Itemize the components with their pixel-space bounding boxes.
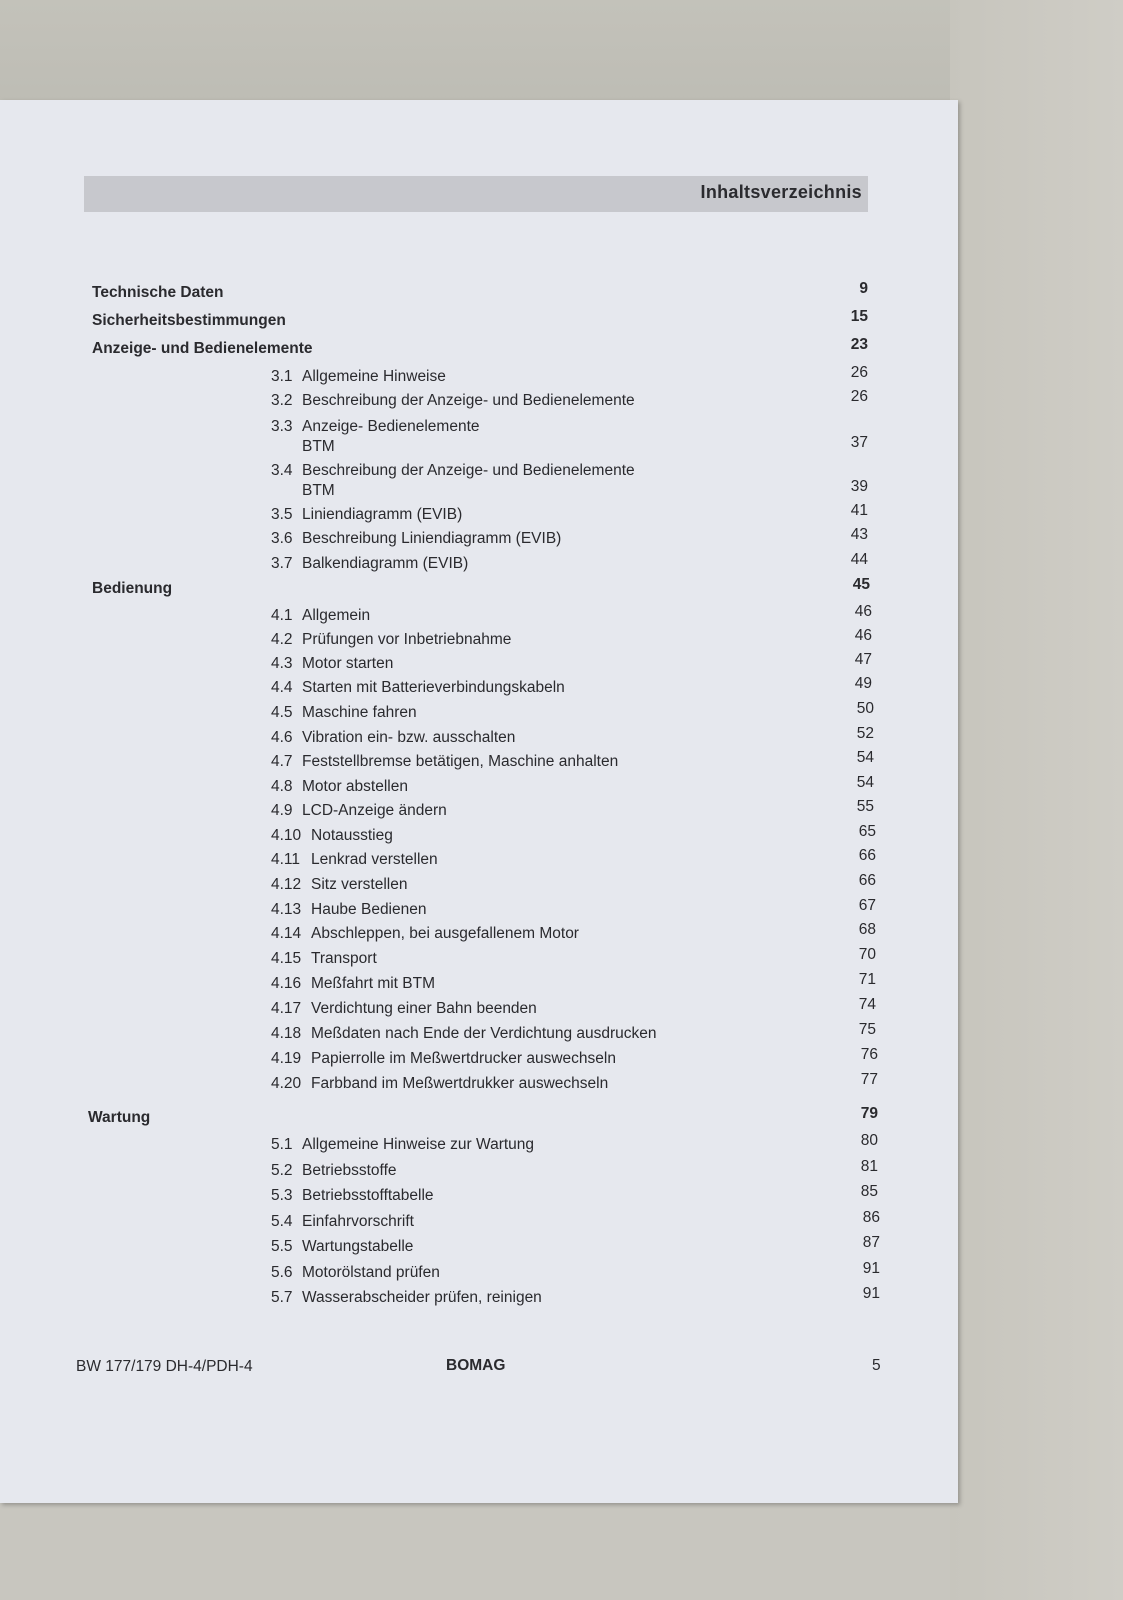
background-surface-right xyxy=(950,0,1123,1600)
footer-brand: BOMAG xyxy=(446,1357,506,1374)
page-title: Inhaltsverzeichnis xyxy=(700,182,862,202)
section-title: Liniendiagramm (EVIB) xyxy=(302,506,463,523)
section-page: 91 xyxy=(862,1260,880,1277)
section-title: Betriebsstofftabelle xyxy=(302,1187,434,1204)
section-title: LCD-Anzeige ändern xyxy=(302,802,447,819)
section-title: Sitz verstellen xyxy=(311,876,408,893)
section-title: Papierrolle im Meßwertdrucker auswechseln xyxy=(311,1050,616,1067)
section-title-continuation: BTM xyxy=(302,482,335,499)
section-page: 50 xyxy=(856,700,874,717)
section-page: 77 xyxy=(860,1071,878,1088)
section-number: 3.4 xyxy=(271,462,293,479)
section-page: 46 xyxy=(854,627,872,644)
section-title: Einfahrvorschrift xyxy=(302,1213,414,1230)
section-number: 4.6 xyxy=(271,729,293,746)
section-number: 4.5 xyxy=(271,704,293,721)
section-title: Abschleppen, bei ausgefallenem Motor xyxy=(311,925,579,942)
chapter-title: Anzeige- und Bedienelemente xyxy=(92,340,313,357)
section-number: 5.3 xyxy=(271,1187,293,1204)
chapter-page: 9 xyxy=(859,280,868,297)
section-page: 44 xyxy=(850,551,868,568)
chapter-page: 45 xyxy=(852,576,870,593)
section-number: 4.18 xyxy=(271,1025,302,1042)
section-number: 4.14 xyxy=(271,925,302,942)
chapter-title: Technische Daten xyxy=(92,284,224,301)
section-number: 5.5 xyxy=(271,1238,293,1255)
section-number: 3.7 xyxy=(271,555,293,572)
section-number: 3.3 xyxy=(271,418,293,435)
section-page: 43 xyxy=(850,526,868,543)
section-number: 5.4 xyxy=(271,1213,293,1230)
section-title: Haube Bedienen xyxy=(311,901,427,918)
section-title: Motor starten xyxy=(302,655,394,672)
section-page: 49 xyxy=(854,675,872,692)
section-title: Vibration ein- bzw. ausschalten xyxy=(302,729,516,746)
section-title: Notausstieg xyxy=(311,827,393,844)
section-title: Maschine fahren xyxy=(302,704,417,721)
section-page: 87 xyxy=(862,1234,880,1251)
section-number: 3.1 xyxy=(271,368,293,385)
section-number: 4.8 xyxy=(271,778,293,795)
chapter-title: Sicherheitsbestimmungen xyxy=(92,312,286,329)
document-page xyxy=(0,100,958,1503)
section-number: 3.2 xyxy=(271,392,293,409)
footer-model: BW 177/179 DH-4/PDH-4 xyxy=(76,1358,253,1375)
section-page: 52 xyxy=(856,725,874,742)
section-number: 4.15 xyxy=(271,950,302,967)
section-title: Allgemeine Hinweise xyxy=(302,368,446,385)
section-number: 3.5 xyxy=(271,506,293,523)
footer-page-number: 5 xyxy=(872,1357,881,1374)
section-page: 54 xyxy=(856,749,874,766)
section-number: 4.12 xyxy=(271,876,302,893)
section-page: 75 xyxy=(858,1021,876,1038)
section-page: 26 xyxy=(850,388,868,405)
section-page: 68 xyxy=(858,921,876,938)
section-page: 47 xyxy=(854,651,872,668)
section-number: 4.2 xyxy=(271,631,293,648)
section-page: 66 xyxy=(858,847,876,864)
section-number: 5.7 xyxy=(271,1289,293,1306)
section-page: 54 xyxy=(856,774,874,791)
section-title: Wasserabscheider prüfen, reinigen xyxy=(302,1289,542,1306)
section-title: Balkendiagramm (EVIB) xyxy=(302,555,469,572)
chapter-page: 15 xyxy=(850,308,868,325)
section-page: 86 xyxy=(862,1209,880,1226)
section-number: 5.2 xyxy=(271,1162,293,1179)
section-number: 4.4 xyxy=(271,679,293,696)
section-page: 26 xyxy=(850,364,868,381)
section-page: 80 xyxy=(860,1132,878,1149)
section-number: 4.11 xyxy=(271,851,301,868)
section-title: Betriebsstoffe xyxy=(302,1162,397,1179)
section-title: Farbband im Meßwertdrukker auswechseln xyxy=(311,1075,609,1092)
chapter-page: 79 xyxy=(860,1105,878,1122)
section-number: 4.13 xyxy=(271,901,302,918)
chapter-page: 23 xyxy=(850,336,868,353)
section-title: Beschreibung der Anzeige- und Bedienelemente xyxy=(302,462,635,479)
section-page: 46 xyxy=(854,603,872,620)
section-number: 4.10 xyxy=(271,827,302,844)
section-title: Allgemeine Hinweise zur Wartung xyxy=(302,1136,535,1153)
section-page: 76 xyxy=(860,1046,878,1063)
section-number: 4.17 xyxy=(271,1000,302,1017)
section-page: 37 xyxy=(850,434,868,451)
section-number: 5.1 xyxy=(271,1136,293,1153)
section-page: 39 xyxy=(850,478,868,495)
section-title: Meßdaten nach Ende der Verdichtung ausdrucken xyxy=(311,1025,657,1042)
section-page: 65 xyxy=(858,823,876,840)
section-title: Meßfahrt mit BTM xyxy=(311,975,436,992)
section-page: 74 xyxy=(858,996,876,1013)
section-title: Verdichtung einer Bahn beenden xyxy=(311,1000,537,1017)
section-title-continuation: BTM xyxy=(302,438,335,455)
section-number: 4.20 xyxy=(271,1075,302,1092)
section-page: 85 xyxy=(860,1183,878,1200)
section-number: 4.16 xyxy=(271,975,302,992)
section-title: Transport xyxy=(311,950,377,967)
section-page: 81 xyxy=(860,1158,878,1175)
section-page: 55 xyxy=(856,798,874,815)
section-title: Prüfungen vor Inbetriebnahme xyxy=(302,631,512,648)
section-number: 4.19 xyxy=(271,1050,302,1067)
chapter-title: Bedienung xyxy=(92,580,173,597)
section-title: Allgemein xyxy=(302,607,371,624)
chapter-title: Wartung xyxy=(88,1109,151,1126)
section-page: 66 xyxy=(858,872,876,889)
section-number: 4.9 xyxy=(271,802,293,819)
section-title: Feststellbremse betätigen, Maschine anhalten xyxy=(302,753,619,770)
section-number: 3.6 xyxy=(271,530,293,547)
header-band xyxy=(84,176,868,212)
section-number: 4.1 xyxy=(271,607,293,624)
section-title: Beschreibung Liniendiagramm (EVIB) xyxy=(302,530,562,547)
section-page: 91 xyxy=(862,1285,880,1302)
section-title: Beschreibung der Anzeige- und Bedienelemente xyxy=(302,392,635,409)
section-number: 4.7 xyxy=(271,753,293,770)
section-title: Anzeige- Bedienelemente xyxy=(302,418,480,435)
section-title: Wartungstabelle xyxy=(302,1238,414,1255)
section-page: 67 xyxy=(858,897,876,914)
section-page: 41 xyxy=(850,502,868,519)
section-title: Motor abstellen xyxy=(302,778,408,795)
section-number: 4.3 xyxy=(271,655,293,672)
section-page: 70 xyxy=(858,946,876,963)
section-title: Motorölstand prüfen xyxy=(302,1264,440,1281)
section-title: Lenkrad verstellen xyxy=(311,851,438,868)
section-title: Starten mit Batterieverbindungskabeln xyxy=(302,679,565,696)
section-page: 71 xyxy=(858,971,876,988)
section-number: 5.6 xyxy=(271,1264,293,1281)
